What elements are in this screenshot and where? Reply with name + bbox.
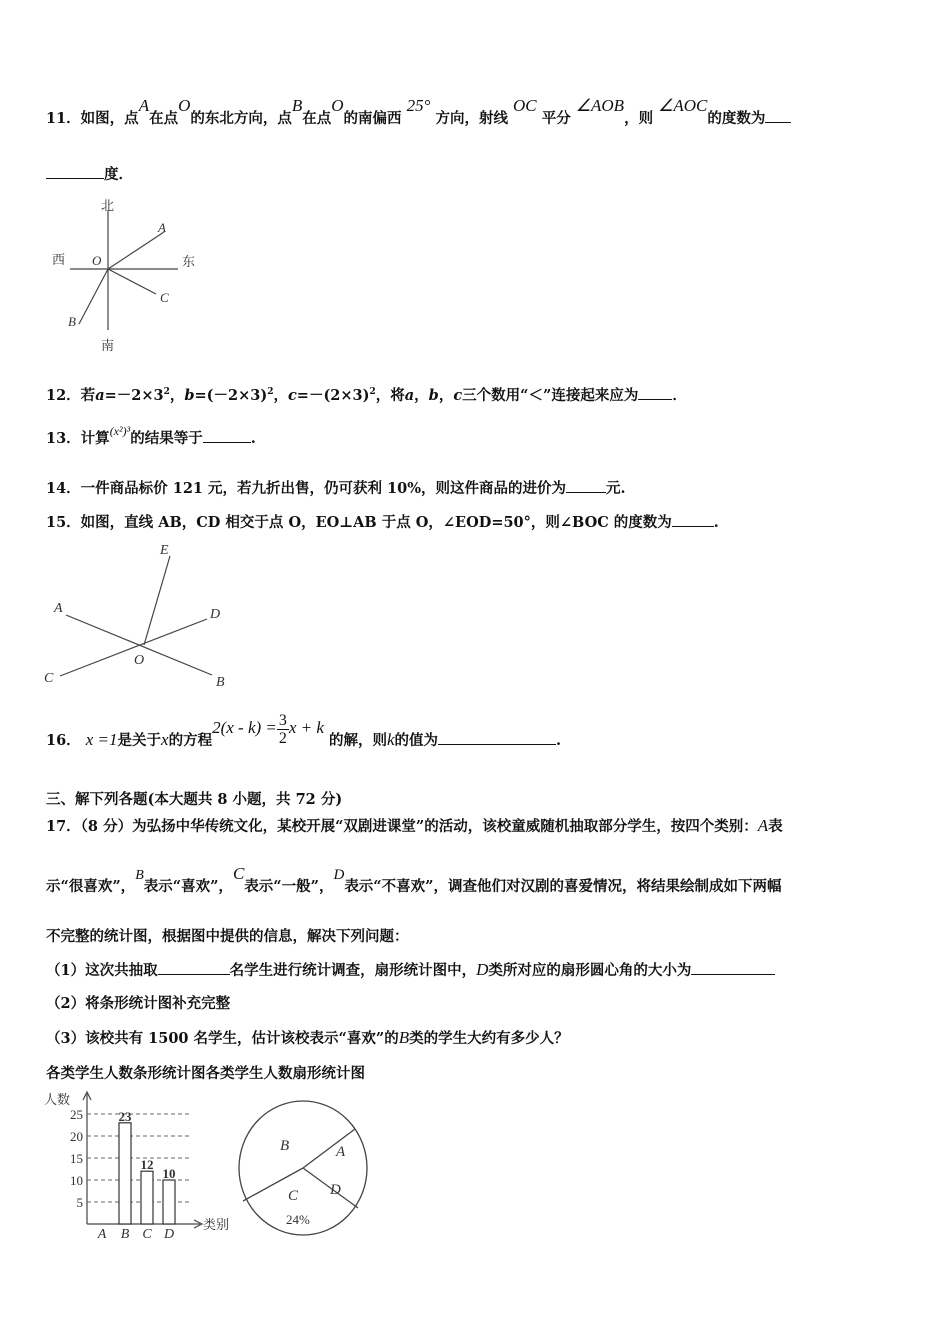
pie-label-A: A — [336, 1144, 346, 1160]
question-13: 13．计算$^{(x^2)^3}$的结果等于 . — [46, 424, 256, 447]
bar-C — [141, 1171, 153, 1224]
label-D: D — [210, 607, 221, 622]
answer-blank-17b[interactable] — [691, 960, 775, 975]
label-C: C — [44, 671, 54, 686]
label-west: 西 — [52, 252, 66, 267]
answer-blank-12[interactable] — [638, 385, 672, 400]
answer-blank-17a[interactable] — [158, 960, 230, 975]
question-17-line-1: 17．（8 分）为弘扬中华传统文化，某校开展“双剧进课堂”的活动，该校童威随机抽取部分学生，按四个类别：A表 — [46, 816, 783, 835]
label-A: A — [158, 220, 166, 235]
bar-B — [119, 1123, 131, 1224]
pie-label-D: D — [330, 1182, 341, 1198]
question-17-part-3: （3）该校共有 1500 名学生，估计该校表示“喜欢”的B类的学生大约有多少人？ — [46, 1028, 569, 1047]
answer-blank-15[interactable] — [672, 512, 714, 527]
question-11-line-1: 11．如图，点A在点O的东北方向，点B在点O的南偏西 25° 方向，射线 OC 平分 ∠AOB，则 ∠AOC的度数为 — [46, 108, 791, 129]
section-3-heading: 三、解下列各题(本大题共 8 小题，共 72 分) — [46, 791, 343, 808]
question-17-line-3: 不完整的统计图，根据图中提供的信息，解决下列问题： — [46, 928, 409, 945]
label-B: B — [216, 675, 225, 690]
pie-label-B: B — [280, 1138, 290, 1154]
label-south: 南 — [101, 338, 115, 353]
question-15: 15．如图，直线 AB，CD 相交于点 O，EO⊥AB 于点 O，∠EOD=50°，则∠BOC 的度数为 . — [46, 514, 719, 531]
answer-blank-13[interactable] — [203, 428, 251, 443]
ray-OB — [79, 269, 108, 324]
y-tick-label: 20 — [70, 1129, 83, 1144]
label-A: A — [54, 601, 63, 616]
pie-label-C: C — [288, 1188, 299, 1204]
bar-value-label-B: 23 — [118, 1108, 132, 1124]
label-east: 东 — [182, 254, 196, 269]
y-tick-label: 10 — [70, 1173, 83, 1188]
compass-figure — [46, 192, 206, 354]
question-17-part-2: （2）将条形统计图补充完整 — [46, 995, 231, 1012]
pie-percent-C: 24% — [286, 1212, 310, 1227]
label-O: O — [134, 653, 145, 668]
y-tick-label: 25 — [70, 1107, 83, 1122]
answer-blank-16[interactable] — [438, 730, 556, 745]
bar-value-label-C: 12 — [140, 1157, 154, 1173]
y-tick-label: 5 — [76, 1195, 83, 1210]
x-tick-label-C: C — [142, 1227, 152, 1238]
x-tick-label-A: A — [97, 1227, 107, 1238]
question-11-line-2: 度． — [46, 164, 133, 185]
question-17-line-2: 示“很喜欢”，B表示“喜欢”，C表示“一般”，D表示“不喜欢”，调查他们对汉剧的喜爱情况，将结果绘制成如下两幅 — [46, 864, 782, 895]
pie-radius-to-right — [303, 1129, 355, 1168]
question-14: 14．一件商品标价 121 元，若九折出售，仍可获利 10%，则这件商品的进价为 元. — [46, 480, 626, 497]
label-C: C — [160, 290, 169, 305]
ray-OE — [144, 556, 170, 645]
intersecting-lines-figure — [40, 540, 240, 692]
charts-caption: 各类学生人数条形统计图各类学生人数扇形统计图 — [46, 1065, 365, 1082]
y-tick-label: 15 — [70, 1151, 83, 1166]
question-16: 16． x =1是关于x的方程2(x - k) = $\frac{3}{2}$ x + k 的解，则k的值为 . — [46, 711, 562, 749]
ray-OA — [108, 232, 164, 269]
answer-blank-14[interactable] — [566, 478, 606, 493]
answer-blank-11b[interactable] — [46, 164, 104, 179]
pie-chart — [236, 1098, 372, 1238]
x-tick-label-B: B — [120, 1227, 130, 1238]
y-axis-label: 人数 — [44, 1092, 71, 1107]
x-axis-label: 类别 — [203, 1217, 230, 1232]
x-tick-label-D: D — [163, 1227, 175, 1238]
question-17-part-1: （1）这次共抽取 名学生进行统计调查，扇形统计图中，D类所对应的扇形圆心角的大小为 — [46, 960, 775, 981]
bar-D — [163, 1180, 175, 1224]
fraction-three-halves: $\frac{3}{2}$ — [278, 711, 287, 747]
bar-value-label-D: 10 — [162, 1166, 176, 1181]
label-O: O — [92, 253, 102, 268]
question-12: 12．若$a=-2\times 3^2$，$b=(-2\times 3)^2$，$c=-(2\times 3)^2$，将a，b，c三个数用“＜”连接起来应为 ． — [46, 386, 687, 404]
answer-blank-11a[interactable] — [765, 108, 791, 123]
label-north: 北 — [101, 198, 115, 213]
bar-chart — [40, 1088, 250, 1238]
label-B: B — [68, 314, 76, 329]
label-E: E — [160, 543, 169, 558]
ray-OC — [108, 269, 156, 294]
